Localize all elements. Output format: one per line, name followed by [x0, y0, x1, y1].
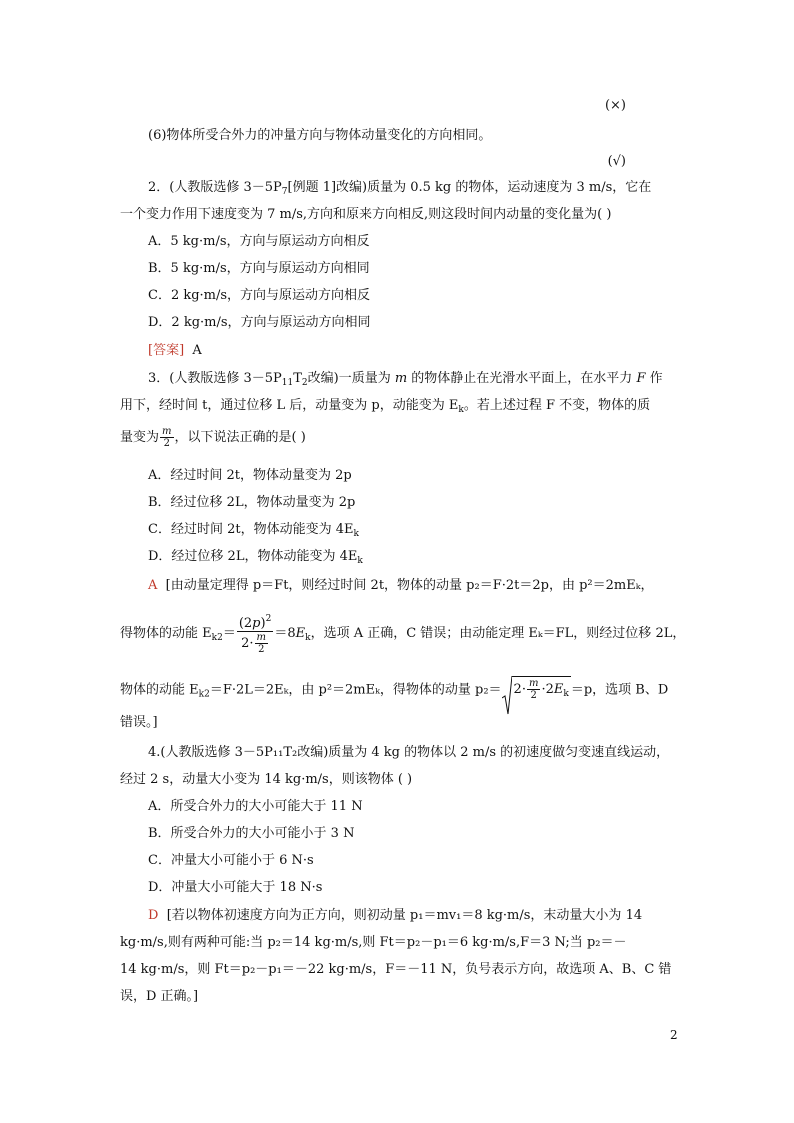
q2-stem-line1: 2．(人教版选修 $3-5P_7$[例题 1]改编)质量为 0.5 kg 的物体，运动速度为 3 m/s，它在	[148, 180, 652, 197]
q3-option-c: C．经过时间 2t，物体动能变为 $4E_k$	[148, 522, 359, 539]
q4-solution-line3: 14 kg·m/s，则 Ft＝p₂－p₁＝－22 kg·m/s，F＝－11 N，负号表示方向，故选项 A、B、C 错	[120, 962, 672, 977]
q4-stem-line2: 经过 2 s，动量大小变为 14 kg·m/s，则该物体 ( )	[120, 772, 413, 787]
q2-option-c: C．2 kg·m/s，方向与原运动方向相反	[148, 288, 371, 303]
q3-stem-line2: 用下，经时间 t，通过位移 L 后，动量变为 p，动能变为 $E_k$。若上述过程 F 不变，物体的质	[120, 398, 651, 415]
q2-answer: [答案] A	[148, 343, 202, 358]
mark-check: (√)	[607, 154, 626, 169]
q4-solution-line1: D [若以物体初速度方向为正方向，则初动量 p₁＝mv₁＝8 kg·m/s，末动量大小为 14	[148, 908, 643, 923]
q3-stem-line3: 量变为 $\frac{m}{2}$ ，以下说法正确的是( )	[120, 426, 306, 449]
q2-option-a: A．5 kg·m/s，方向与原运动方向相反	[148, 234, 370, 249]
q4-option-c: C．冲量大小可能小于 6 N·s	[148, 853, 314, 868]
q3-option-d: D．经过位移 2L，物体动能变为 $4E_k$	[148, 549, 363, 566]
q4-option-a: A．所受合外力的大小可能大于 11 N	[148, 799, 363, 814]
q3-solution-line2: 得物体的动能 $E_{k2}=$ $(2p)^2$ 2· $\frac{m}{2}$ $=8E_k$，选项 A 正确，C 错误；由动能定理 Eₖ＝FL，则经过位移 2L，	[120, 614, 686, 655]
q2-option-b: B．5 kg·m/s，方向与原运动方向相同	[148, 261, 370, 276]
q2-option-d: D．2 kg·m/s，方向与原运动方向相同	[148, 315, 371, 330]
mark-cross: (×)	[604, 98, 626, 113]
q4-solution-line4: 误，D 正确。]	[120, 989, 199, 1004]
q2-stem-line2: 一个变力作用下速度变为 7 m/s,方向和原来方向相反,则这段时间内动量的变化量为( )	[120, 207, 612, 222]
q3-solution-line4: 错误。]	[120, 715, 158, 730]
q4-solution-line2: kg·m/s,则有两种可能:当 p₂＝14 kg·m/s,则 Ft＝p₂－p₁＝6 kg·m/s,F＝3 N;当 p₂＝－	[120, 935, 627, 950]
q3-solution-line1: A [由动量定理得 p＝Ft，则经过时间 2t，物体的动量 p₂＝F·2t＝2p，由 p²＝2mEₖ，	[148, 578, 654, 593]
sqrt-expression: 2· $\frac{m}{2}$ $\cdot 2E_k$	[502, 676, 571, 704]
q3-option-b: B．经过位移 2L，物体动量变为 2p	[148, 495, 356, 510]
q4-option-d: D．冲量大小可能大于 18 N·s	[148, 880, 323, 895]
q4-option-b: B．所受合外力的大小可能小于 3 N	[148, 826, 355, 841]
q3-stem-line1: 3．(人教版选修 $3-5P_{11}T_2$改编)一质量为 m 的物体静止在光滑水平面上，在水平力 F 作	[148, 371, 663, 388]
q1-item-6: (6)物体所受合外力的冲量方向与物体动量变化的方向相同。	[148, 128, 492, 143]
q3-solution-line3: 物体的动能 $E_{k2}=F\cdot 2L=2E_k$，由 p²＝2mEₖ，得物体的动量 p₂＝ 2· $\frac{m}{2}$ $\cdot 2E_k =p$，选项 B、D	[120, 676, 668, 705]
page-number: 2	[670, 1028, 678, 1042]
q3-option-a: A．经过时间 2t，物体动量变为 2p	[148, 468, 352, 483]
q4-stem-line1: 4.(人教版选修 3－5P₁₁T₂改编)质量为 4 kg 的物体以 2 m/s 的初速度做匀变速直线运动，	[148, 745, 670, 760]
